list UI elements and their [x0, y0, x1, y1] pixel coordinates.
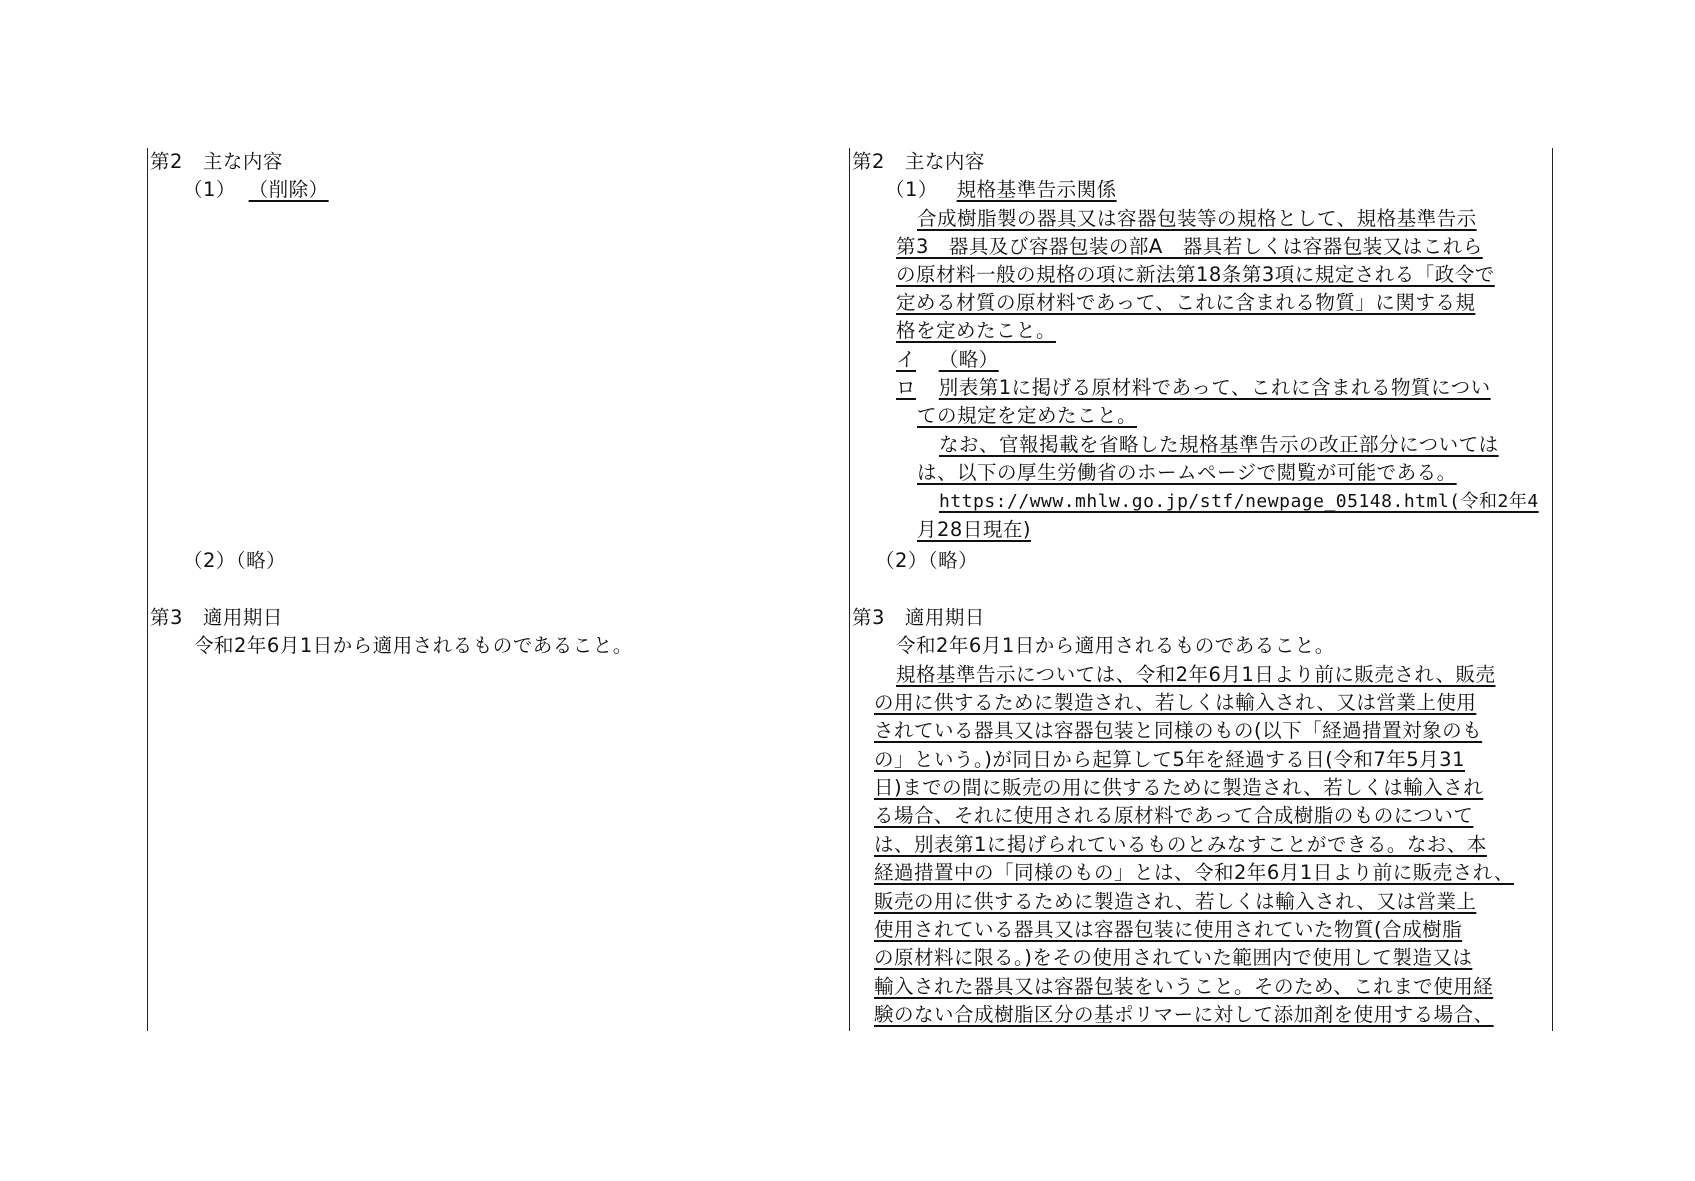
left-sec3-body: 令和2年6月1日から適用されるものであること。	[194, 634, 633, 657]
right-transition-line: の原材料に限る。)をその使用されていた範囲内で使用して製造又は	[874, 946, 1473, 969]
right-transition-line: 規格基準告示については、令和2年6月1日より前に販売され、販売	[896, 663, 1496, 686]
right-sub-i	[896, 346, 999, 374]
right-item1-num: （1）	[885, 178, 938, 201]
right-url-link[interactable]: https://www.mhlw.go.jp/stf/newpage_05148.html(令和2年4	[939, 491, 1539, 512]
right-para1-line: 第3 器具及び容器包装の部A 器具若しくは容器包装又はこれら	[896, 235, 1483, 258]
right-column-rule	[1552, 148, 1553, 1031]
right-transition-line: の」という。)が同日から起算して5年を経過する日(令和7年5月31	[874, 748, 1465, 771]
right-transition-line: は、別表第1に掲げられているものとみなすことができる。なお、本	[874, 833, 1487, 856]
right-item1	[885, 176, 1117, 204]
right-transition-line: されている器具又は容器包装と同様のもの(以下「経過措置対象のも	[874, 719, 1483, 742]
right-sub-ro-label: ロ	[896, 376, 917, 399]
right-para1-line: 格を定めたこと。	[896, 319, 1057, 342]
left-sec3-heading: 第3 適用期日	[150, 606, 283, 629]
left-item1-deleted: （削除）	[248, 178, 329, 201]
left-sec2-heading: 第2 主な内容	[150, 150, 283, 173]
right-transition-line: 日)までの間に販売の用に供するために製造され、若しくは輸入され	[874, 776, 1484, 799]
right-para1-line: 合成樹脂製の器具又は容器包装等の規格として、規格基準告示	[917, 207, 1477, 230]
left-item1	[183, 176, 329, 204]
right-item2: （2）（略）	[875, 549, 979, 572]
left-item2: （2）（略）	[183, 549, 287, 572]
right-transition-line: 使用されている器具又は容器包装に使用されていた物質(合成樹脂	[874, 918, 1463, 941]
right-sub-i-label: イ	[896, 348, 917, 371]
right-transition-line: る場合、それに使用される原材料であって合成樹脂のものについて	[874, 804, 1474, 827]
right-sub-ro-line: ての規定を定めたこと。	[917, 404, 1138, 427]
right-transition-line: の用に供するために製造され、若しくは輸入され、又は営業上使用	[874, 691, 1477, 714]
right-para1-line: の原材料一般の規格の項に新法第18条第3項に規定される「政令で	[896, 263, 1495, 286]
right-sub-ro	[896, 374, 1491, 402]
right-sub-i-text: （略）	[938, 348, 999, 371]
right-sub-ro-line: 別表第1に掲げる原材料であって、これに含まれる物質につい	[938, 376, 1491, 399]
right-sec2-heading: 第2 主な内容	[852, 150, 985, 173]
right-note-line: なお、官報掲載を省略した規格基準告示の改正部分については	[939, 433, 1499, 456]
right-transition-line: 験のない合成樹脂区分の基ポリマーに対して添加剤を使用する場合、	[874, 1003, 1494, 1026]
right-transition-line: 経過措置中の「同様のもの」とは、令和2年6月1日より前に販売され、	[874, 861, 1514, 884]
left-column-old-text	[150, 148, 840, 1031]
right-item1-title: 規格基準告示関係	[956, 178, 1117, 201]
right-para1-line: 定める材質の原材料であって、これに含まれる物質」に関する規	[896, 291, 1476, 314]
right-sec3-heading: 第3 適用期日	[852, 606, 985, 629]
right-transition-line: 販売の用に供するために製造され、若しくは輸入され、又は営業上	[874, 890, 1477, 913]
left-column-rule	[147, 148, 148, 1031]
right-note-line: は、以下の厚生労働省のホームページで閲覧が可能である。	[917, 461, 1457, 484]
right-url-date: 月28日現在)	[917, 518, 1031, 541]
right-column-new-text	[852, 148, 1552, 1031]
center-column-rule	[849, 148, 850, 1031]
right-transition-line: 輸入された器具又は容器包装をいうこと。そのため、これまで使用経	[874, 975, 1494, 998]
left-item1-num: （1）	[183, 178, 236, 201]
right-sec3-body: 令和2年6月1日から適用されるものであること。	[896, 634, 1335, 657]
